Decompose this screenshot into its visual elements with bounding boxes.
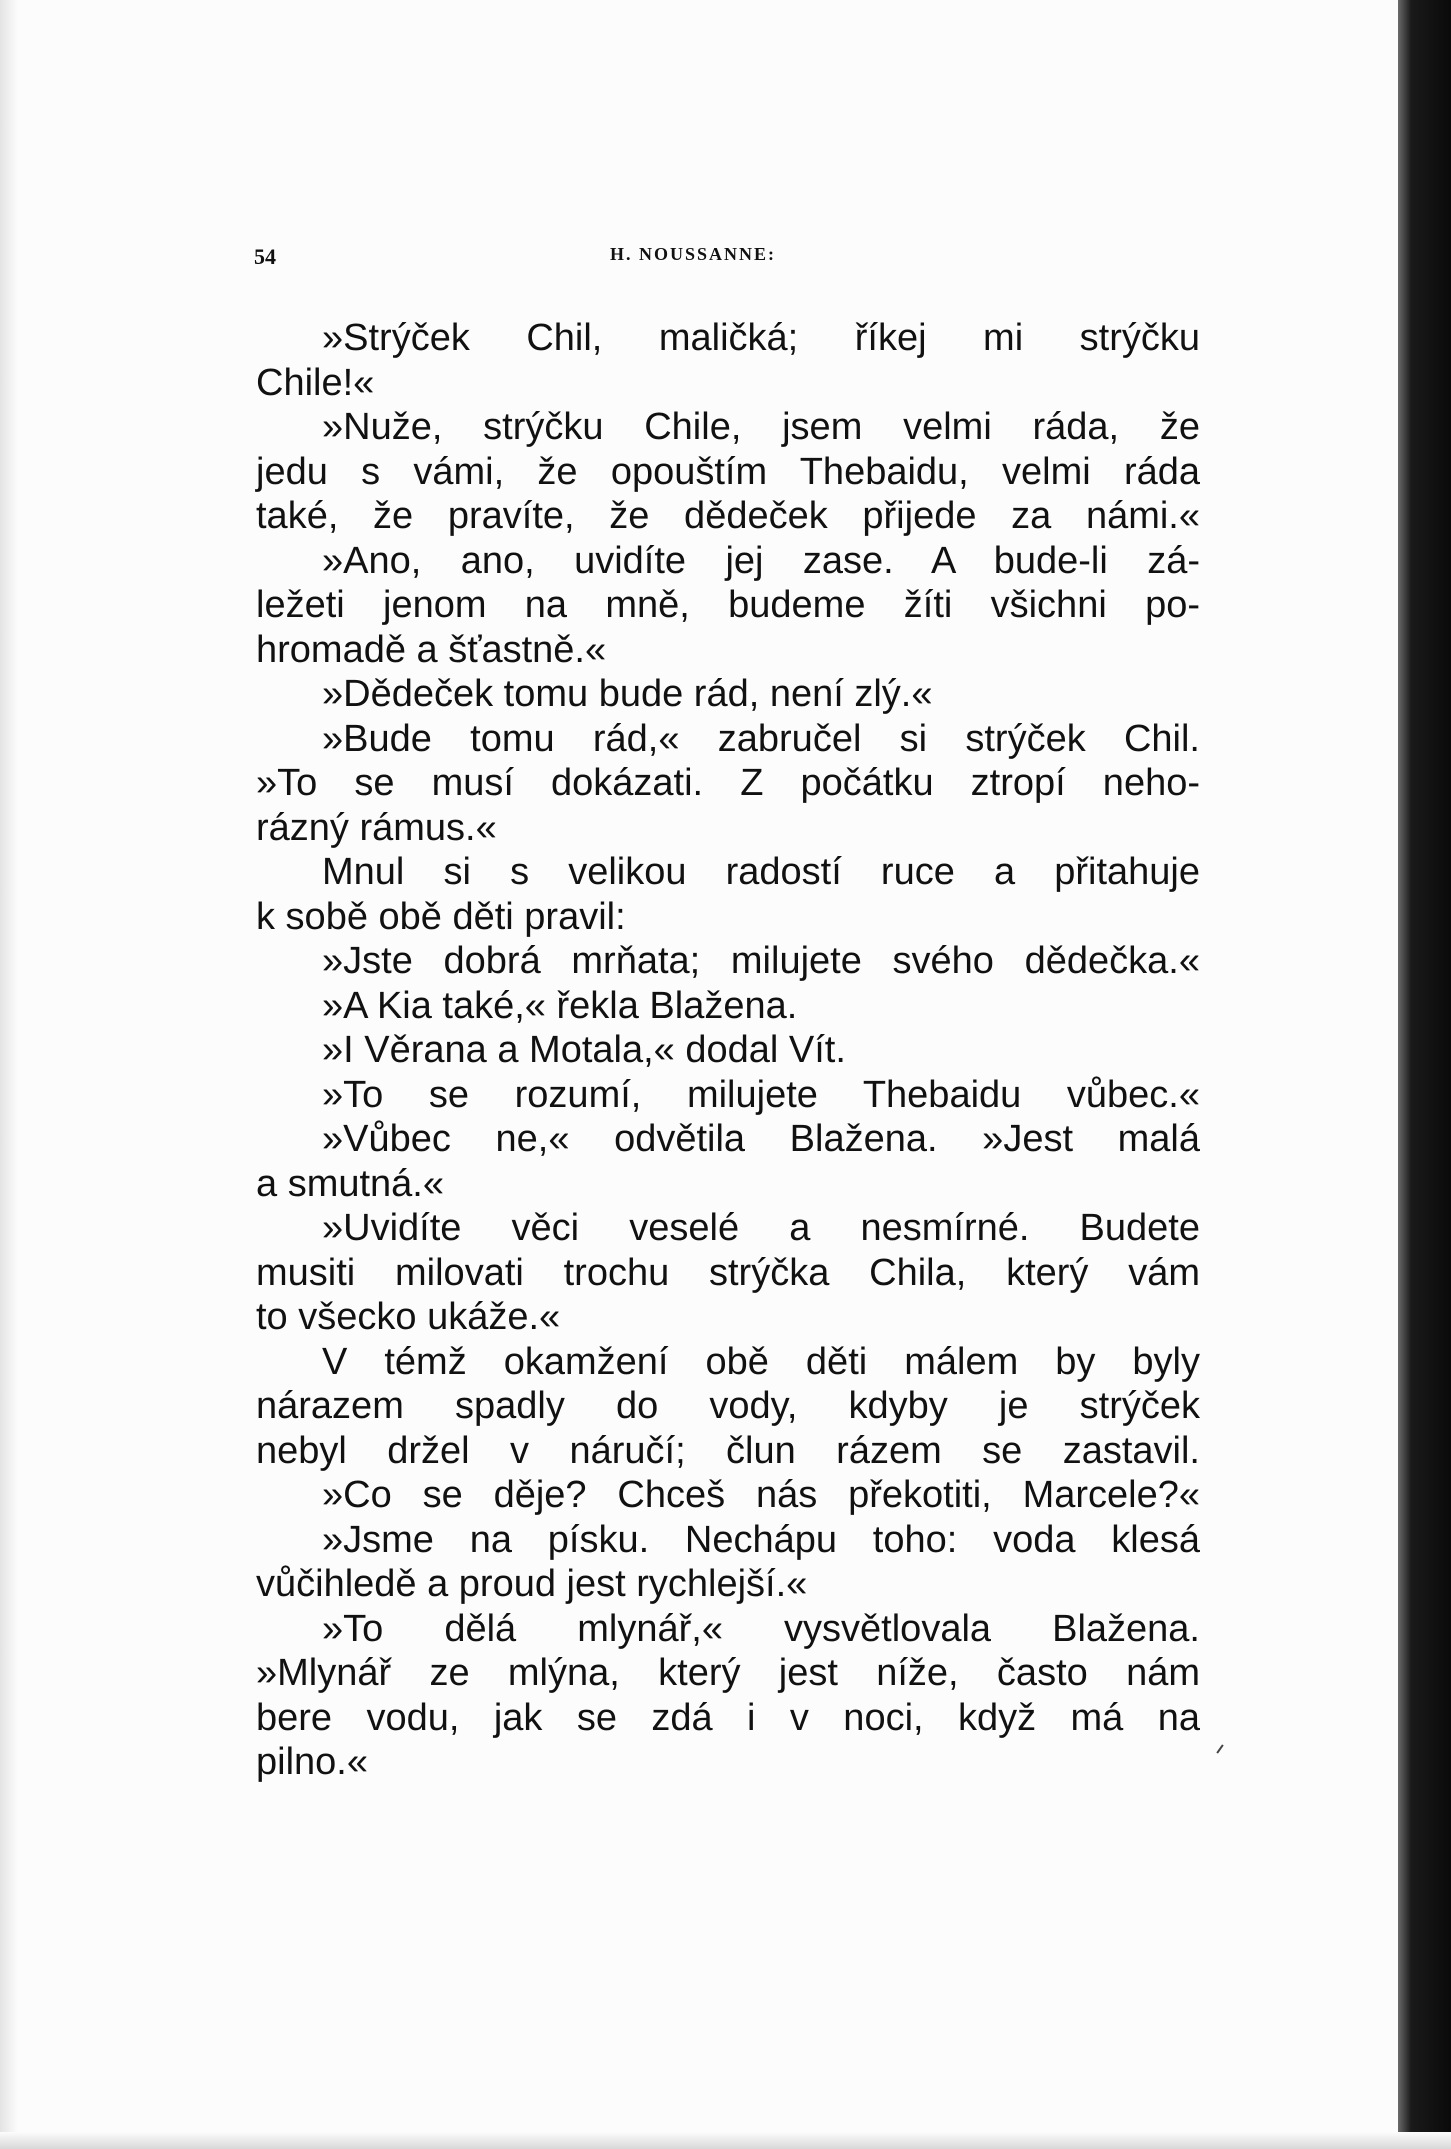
text-line: to všecko ukáže.« [256,1296,561,1338]
text-line: »To se musí dokázati. Z počátku ztropí neho- [256,762,1200,804]
text-line: »Bude tomu rád,« zabručel si strýček Chil. [322,717,1200,760]
page-number: 54 [254,244,276,269]
text-line: »Jste dobrá mrňata; milujete svého dědečka.« [322,940,1200,982]
text-line: nárazem spadly do vody, kdyby je strýček [256,1385,1200,1427]
text-line: a smutná.« [256,1162,444,1205]
text-line: »Jsme na písku. Nechápu toho: voda klesá [322,1518,1200,1561]
text-line: »Ano, ano, uvidíte jej zase. A bude-li zá- [322,539,1200,582]
text-line: Chile!« [256,361,375,404]
body-text [256,316,1200,1785]
text-line: »Strýček Chil, maličká; říkej mi strýčku [322,317,1200,359]
text-line: jedu s vámi, že opouštím Thebaidu, velmi ráda [256,450,1200,493]
text-line: »To se rozumí, milujete Thebaidu vůbec.« [322,1073,1200,1116]
text-line: nebyl držel v náručí; člun rázem se zastavil. [256,1429,1200,1472]
text-line: bere vodu, jak se zdá i v noci, když má na [256,1696,1200,1739]
page-header [254,244,1200,272]
text-line: »A Kia také,« řekla Blažena. [322,984,798,1027]
text-line: také, že pravíte, že dědeček přijede za námi.« [256,495,1200,537]
text-line: »Mlynář ze mlýna, který jest níže, často nám [256,1652,1200,1694]
page-bottom-shadow [0,2132,1451,2149]
text-line: »Dědeček tomu bude rád, není zlý.« [322,673,933,715]
text-line: ležeti jenom na mně, budeme žíti všichni po- [256,584,1200,626]
text-line: »Uvidíte věci veselé a nesmírné. Budete [322,1207,1200,1249]
text-line: »To dělá mlynář,« vysvětlovala Blažena. [322,1607,1200,1650]
text-line: vůčihledě a proud jest rychlejší.« [256,1563,808,1605]
page-left-shadow [0,0,18,2149]
text-line: musiti milovati trochu strýčka Chila, který vám [256,1251,1200,1294]
text-line: pilno.« [256,1741,368,1783]
text-line: hromadě a šťastně.« [256,628,607,671]
running-head: H. NOUSSANNE: [610,244,777,264]
text-line: »Nuže, strýčku Chile, jsem velmi ráda, že [322,406,1200,448]
text-line: »I Věrana a Motala,« dodal Vít. [322,1029,846,1071]
text-line: »Co se děje? Chceš nás překotiti, Marcele?« [322,1474,1200,1516]
text-line: »Vůbec ne,« odvětila Blažena. »Jest malá [322,1118,1200,1160]
text-line: rázný rámus.« [256,806,497,849]
text-line: k sobě obě děti pravil: [256,895,626,938]
text-line: Mnul si s velikou radostí ruce a přitahuje [322,851,1200,893]
ink-mark [1216,1744,1223,1753]
text-line: V témž okamžení obě děti málem by byly [322,1340,1200,1383]
scan-right-edge [1398,0,1451,2149]
